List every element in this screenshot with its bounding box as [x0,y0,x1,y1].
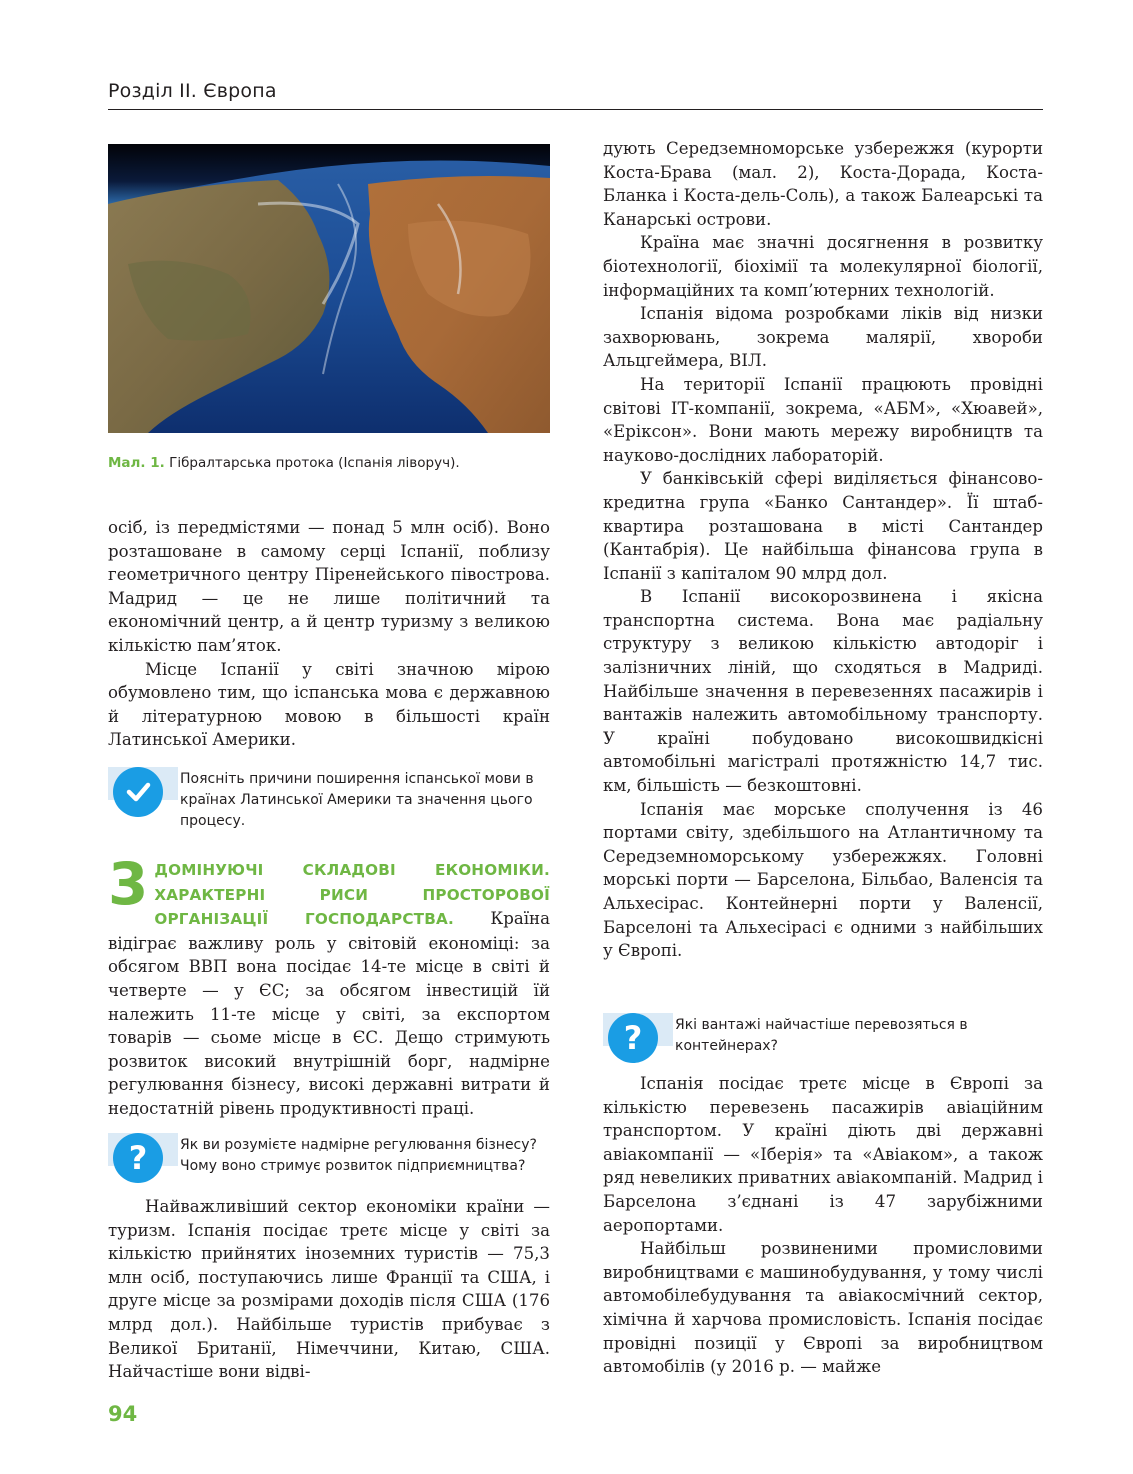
header-rule [108,109,1043,110]
section-number: 3 [108,850,149,918]
paragraph: На території Іспанії працюють провідні світові ІТ-компанії, зокрема, «АБМ», «Хюавей», «Еріксон». Вони мають мережу виробництв та науково-дослідних лабораторій. [603,374,1043,465]
figure-caption [108,455,460,471]
paragraph: Найбільш розвиненими промисловими виробництвами є машинобудування, у тому числі автомобілебудування та авіакосмічний сектор, хімічна й харчова промисловість. Іспанія посідає провідні позиції у Європі за виробництвом автомобілів (у 2016 р. — майже [603,1239,1043,1377]
satellite-image [108,144,550,433]
paragraph: В Іспанії високорозвинена і якісна транспортна система. Вона має радіальну структуру з великою кількістю автодоріг і залізничних ліній, що сходяться в Мадриді. Найбільше значення в перевезеннях пасажирів і вантажів належить автомобільному транспорту. У країні побудовано високошвидкісні автомобільні магістралі протяжністю 14,7 тис. км, більшість — безкоштовні. [603,587,1043,796]
satellite-photo-gibraltar [108,144,550,433]
paragraph: дують Середземноморське узбережжя (курорти Коста-Брава (мал. 2), Коста-Дорада, Коста-Бланка і Коста-дель-Соль), а також Балеарські та Канарські острови. [603,139,1043,229]
paragraph: У банківській сфері виділяється фінансово-кредитна група «Банко Сантандер». Її штаб-квартира розташована в місті Сантандер (Кантабрія). Це найбільша фінансова група в Іспанії з капіталом 90 млрд дол. [603,469,1043,583]
paragraph: Країна має значні досягнення в розвитку біотехнології, біохімії та молекулярної біології, інформаційних та комп’ютерних технологій. [603,233,1043,300]
figure-caption-label: Мал. 1. [108,455,165,471]
section-text: Країна відіграє важливу роль у світовій економіці: за обсягом ВВП вона посідає 14-те місце в світі й четверте — у ЄС; за обсягом інвестицій їй належить 11-те місце у світі, за експортом товарів — сьоме місце в ЄС. Дещо стримують розвиток високий внутрішній борг, надмірне регулювання бізнесу, високі державні витрати й недостатній рівень продуктивності праці. [108,909,550,1118]
paragraph: Іспанія відома розробками ліків від низки захворювань, зокрема малярії, хвороби Альцгеймера, ВІЛ. [603,304,1043,371]
left-column-text [108,516,550,752]
page-number: 94 [108,1402,138,1426]
paragraph: Місце Іспанії у світі значною мірою обумовлено тим, що іспанська мова є державною й літературною мовою в більшості країн Латинської Америки. [108,659,550,750]
task-text: Як ви розумієте надмірне регулювання бізнесу? Чому воно стримує розвиток підприємництва? [180,1137,537,1174]
task-text: Поясніть причини поширення іспанської мови в країнах Латинської Америки та значення цього процесу. [180,771,534,829]
paragraph: Найважливіший сектор економіки країни — туризм. Іспанія посідає третє місце у світі за кількістю прийнятих іноземних туристів — 75,3 млн осіб, поступаючись лише Франції та США, і друге місце за розмірами доходів після США (176 млрд дол.). Найбільше туристів прибуває з Великої Британії, Німеччини, Китаю, США. Найчастіше вони відві- [108,1197,550,1382]
running-header: Розділ ІІ. Європа [108,80,277,102]
left-column-text-bottom [108,1195,550,1384]
task-box [108,767,550,832]
paragraph: Іспанія посідає третє місце в Європі за кількістю перевезень пасажирів авіаційним транспортом. У країні діють дві державні авіакомпанії — «Іберія» та «Авіаком», а також ряд невеликих приватних авіакомпаній. Мадрид і Барселона з’єднані із 47 зарубіжними аеропортами. [603,1074,1043,1235]
task-text: Які вантажі найчастіше перевозяться в контейнерах? [675,1017,968,1054]
task-box [108,1133,550,1183]
section-title: ДОМІНУЮЧІ СКЛАДОВІ ЕКОНОМІКИ. ХАРАКТЕРНІ РИСИ ПРОСТОРОВОЇ ОРГАНІЗАЦІЇ ГОСПОДАРСТВА. [154,861,550,929]
right-column-text-bottom [603,1072,1043,1379]
checkmark-icon [113,767,163,817]
right-column-text [603,137,1043,963]
task-box [603,1013,1043,1063]
question-icon: ? [608,1013,658,1063]
figure-caption-text: Гібралтарська протока (Іспанія ліворуч). [169,455,460,471]
section-3 [108,850,550,1121]
paragraph: осіб, із передмістями — понад 5 млн осіб). Воно розташоване в самому серці Іспанії, поблизу геометричного центру Піренейського півострова. Мадрид — це не лише політичний та економічний центр, а й центр туризму з великою кількістю пам’яток. [108,518,550,655]
question-icon: ? [113,1133,163,1183]
paragraph: Іспанія має морське сполучення із 46 портами світу, здебільшого на Атлантичному та Середземноморському узбережжях. Головні морські порти — Барселона, Більбао, Валенсія та Альхесірас. Контейнерні порти у Валенсії, Барселоні та Альхесірасі є одними з найбільших у Європі. [603,799,1043,961]
